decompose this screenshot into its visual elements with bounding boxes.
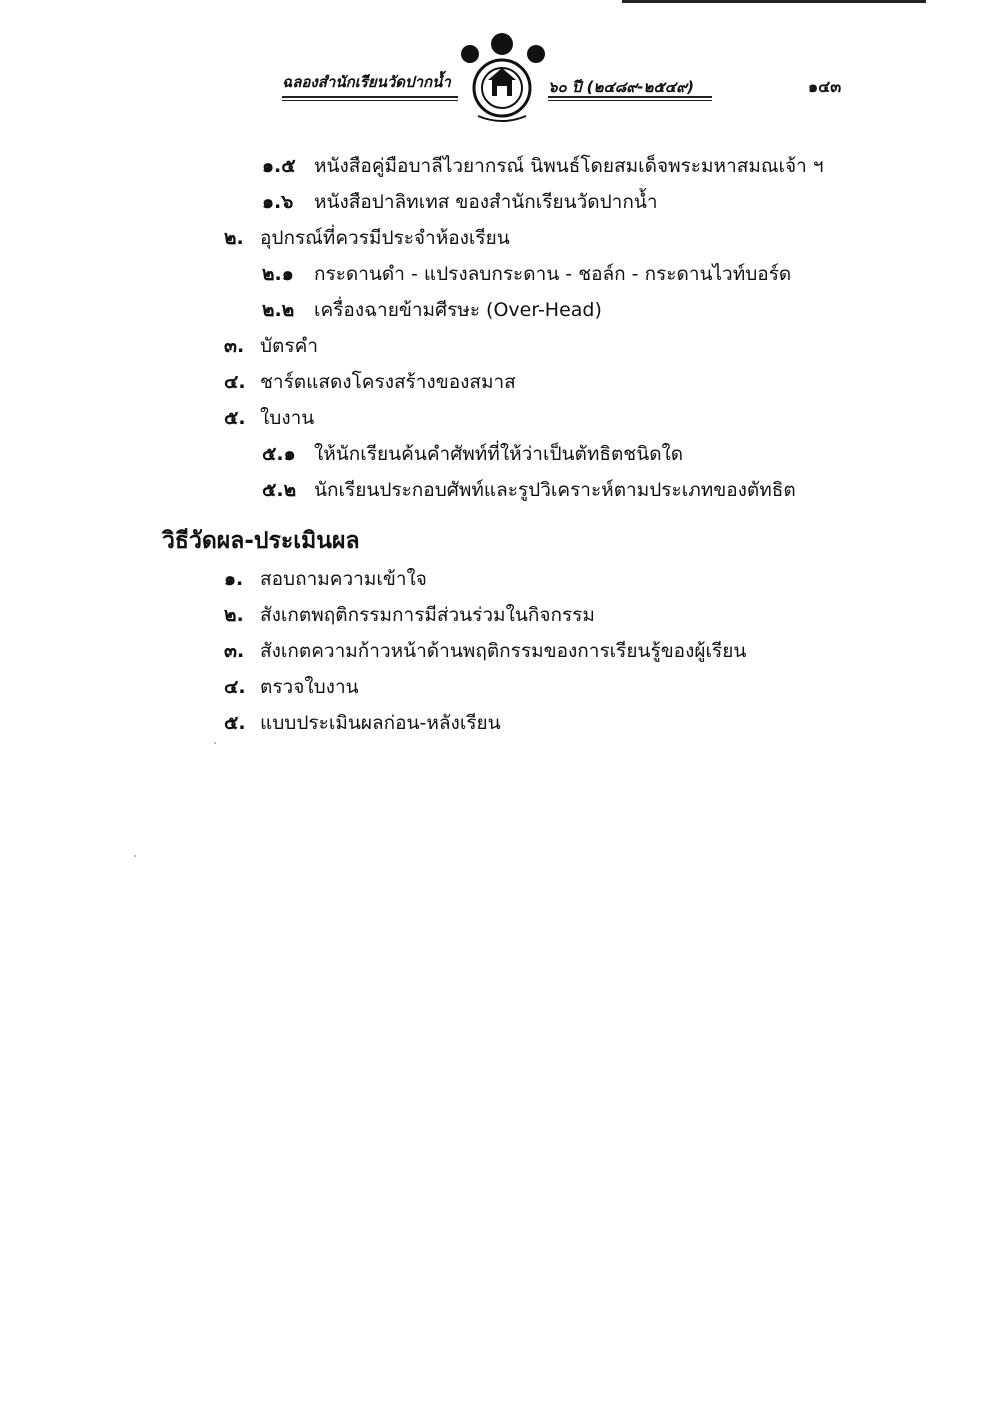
list-item-number: ๒. xyxy=(224,604,244,626)
header-title-left: ฉลองสำนักเรียนวัดปากน้ำ xyxy=(282,73,451,91)
list-item-text: บัตรคำ xyxy=(260,335,318,357)
list-item-number: ๑.๕ xyxy=(262,155,296,177)
list-item-number: ๓. xyxy=(224,335,245,357)
header-rule-left-thin xyxy=(282,100,458,101)
list-item-number: ๕. xyxy=(224,407,246,429)
list-item-text: ให้นักเรียนค้นคำศัพท์ที่ให้ว่าเป็นตัทธิตชนิดใด xyxy=(314,443,684,465)
list-item xyxy=(224,566,427,592)
list-item-text: หนังสือคู่มือบาลีไวยากรณ์ นิพนธ์โดยสมเด็จพระมหาสมณเจ้า ฯ xyxy=(314,155,824,177)
school-seal-logo-icon xyxy=(456,32,548,124)
list-item-text: ใบงาน xyxy=(260,407,315,429)
list-item xyxy=(224,710,501,736)
list-item-text: หนังสือปาลิทเทส ของสำนักเรียนวัดปากน้ำ xyxy=(314,191,658,213)
list-item-number: ๕. xyxy=(224,712,246,734)
list-item-text: สังเกตความก้าวหน้าด้านพฤติกรรมของการเรียนรู้ของผู้เรียน xyxy=(260,640,747,662)
header-title-mid: ๖๐ ปี (๒๔๘๙-๒๕๔๙) xyxy=(548,78,694,96)
list-item xyxy=(224,333,318,359)
list-item-text: สังเกตพฤติกรรมการมีส่วนร่วมในกิจกรรม xyxy=(260,604,595,626)
page-number: ๑๔๓ xyxy=(808,77,842,96)
list-item-number: ๑. xyxy=(224,568,244,590)
header-rule-left xyxy=(282,96,458,98)
list-item xyxy=(262,441,683,467)
list-item xyxy=(224,369,516,395)
list-item-text: เครื่องฉายข้ามศีรษะ (Over-Head) xyxy=(314,299,602,321)
list-item xyxy=(224,602,595,628)
list-item-text: กระดานดำ - แปรงลบกระดาน - ชอล์ก - กระดานไวท์บอร์ด xyxy=(314,263,792,285)
header-rule-right xyxy=(548,96,712,98)
list-item xyxy=(262,261,791,287)
header-rule-right-thin xyxy=(548,100,712,101)
list-item-text: ตรวจใบงาน xyxy=(260,676,359,698)
list-item xyxy=(262,477,796,503)
list-item xyxy=(224,225,510,251)
list-item xyxy=(224,405,314,431)
list-item-number: ๔. xyxy=(224,676,246,698)
list-item-number: ๕.๑ xyxy=(262,443,296,465)
list-item-number: ๒.๑ xyxy=(262,263,294,285)
list-item xyxy=(262,189,658,215)
section-heading: วิธีวัดผล-ประเมินผล xyxy=(162,528,360,554)
list-item-number: ๓. xyxy=(224,640,245,662)
list-item-number: ๒. xyxy=(224,227,244,249)
list-item-number: ๔. xyxy=(224,371,246,393)
list-item-text: ชาร์ตแสดงโครงสร้างของสมาส xyxy=(260,371,516,393)
list-item-number: ๕.๒ xyxy=(262,479,297,501)
scan-speck xyxy=(214,742,216,744)
list-item-text: อุปกรณ์ที่ควรมีประจำห้องเรียน xyxy=(260,227,510,249)
list-item xyxy=(224,674,359,700)
list-item-text: สอบถามความเข้าใจ xyxy=(260,568,427,590)
list-item xyxy=(262,153,823,179)
page-header xyxy=(0,0,1000,130)
scan-speck xyxy=(134,855,136,857)
list-item-text: นักเรียนประกอบศัพท์และรูปวิเคราะห์ตามประเภทของตัทธิต xyxy=(314,479,796,501)
list-item-number: ๒.๒ xyxy=(262,299,295,321)
list-item xyxy=(224,638,746,664)
list-item xyxy=(262,297,602,323)
list-item-text: แบบประเมินผลก่อน-หลังเรียน xyxy=(260,712,501,734)
list-item-number: ๑.๖ xyxy=(262,191,294,213)
